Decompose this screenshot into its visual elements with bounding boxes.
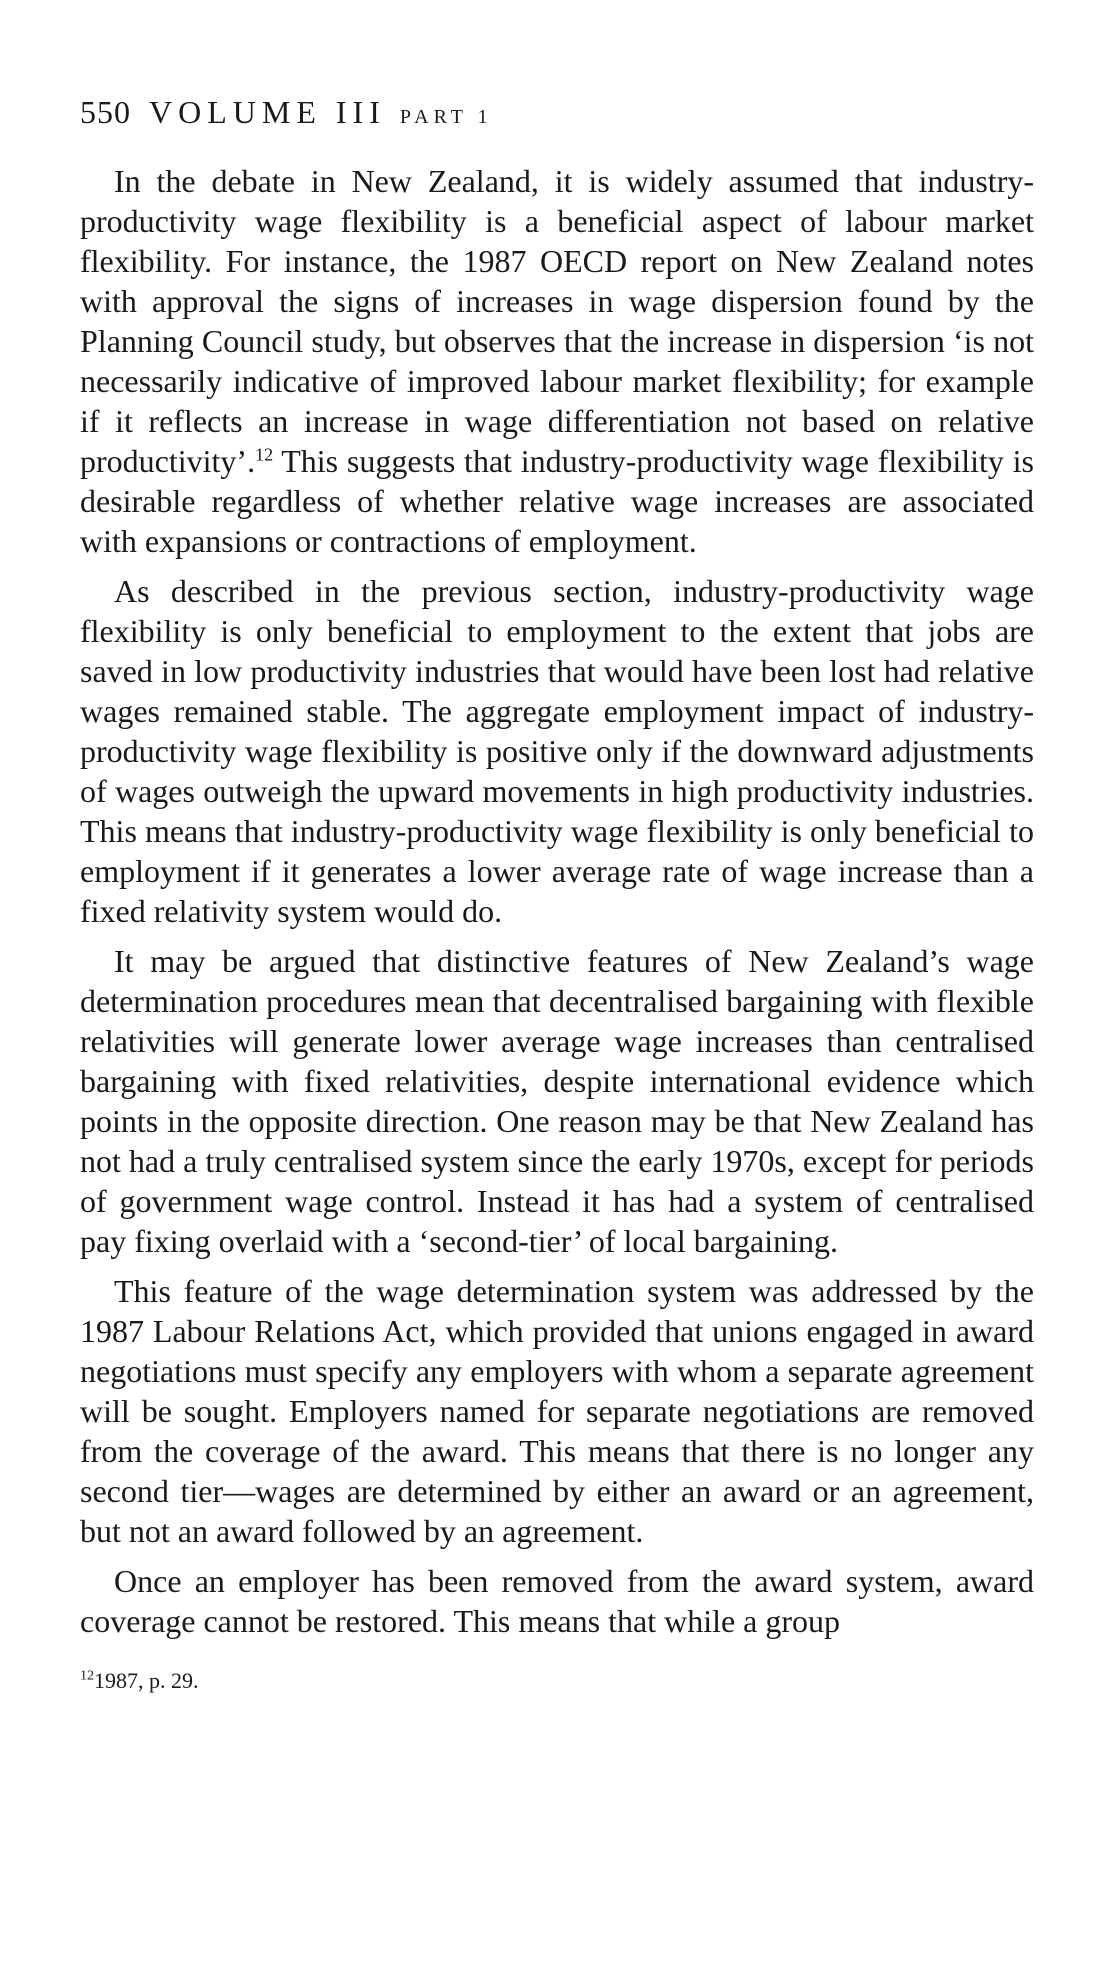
footnote-text: 1987, p. 29.	[94, 1668, 199, 1693]
footnote-reference[interactable]: 12	[255, 444, 274, 465]
document-page	[80, 92, 1034, 1695]
paragraph-1-continuation: This suggests that industry-productivity wage flexibility is desirable regardless of whether relative wage increases are associated with expansions or contractions of employment.	[80, 443, 1034, 559]
paragraph-4: This feature of the wage determination system was addressed by the 1987 Labour Relations Act, which provided that unions engaged in award negotiations must specify any employers with whom a separate agreement will be sought. Employers named for separate negotiations are removed from the coverage of the award. This means that there is no longer any second tier—wages are determined by either an award or an agreement, but not an award followed by an agreement.	[80, 1273, 1034, 1549]
footnote-mark: 12	[80, 1668, 94, 1684]
part-label: PART 1	[399, 106, 493, 128]
paragraph-2: As described in the previous section, industry-productivity wage flexibility is only beneficial to employment to the extent that jobs are saved in low productivity industries that would have been lost had relative wages remained stable. The aggregate employment impact of industry-productivity wage flexibility is positive only if the downward adjustments of wages outweigh the upward movements in high productivity industries. This means that industry-productivity wage flexibility is only beneficial to employment if it generates a lower average rate of wage increase than a fixed relativity system would do.	[80, 573, 1034, 929]
paragraph-1-text: In the debate in New Zealand, it is widely assumed that industry-productivity wage flexibility is a beneficial aspect of labour market flexibility. For instance, the 1987 OECD report on New Zealand notes with approval the signs of increases in wage dispersion found by the Planning Council study, but observes that the increase in dispersion ‘is not necessarily indicative of improved labour market flexibility; for example if it reflects an increase in wage differentiation not based on relative productivity’.	[80, 163, 1034, 479]
body-text	[80, 161, 1034, 1641]
paragraph-3: It may be argued that distinctive features of New Zealand’s wage determination procedures mean that decentralised bargaining with flexible relativities will generate lower average wage increases than centralised bargaining with fixed relativities, despite international evidence which points in the opposite direction. One reason may be that New Zealand has not had a truly centralised system since the early 1970s, except for periods of government wage control. Instead it has had a system of centralised pay fixing overlaid with a ‘second-tier’ of local bargaining.	[80, 943, 1034, 1259]
page-number: 550	[80, 94, 131, 130]
volume-label: VOLUME III	[149, 94, 386, 130]
paragraph-1	[80, 161, 1034, 561]
footnote	[80, 1667, 1034, 1695]
running-head	[80, 92, 1034, 137]
paragraph-5: Once an employer has been removed from the award system, award coverage cannot be restored. This means that while a group	[80, 1563, 1034, 1639]
